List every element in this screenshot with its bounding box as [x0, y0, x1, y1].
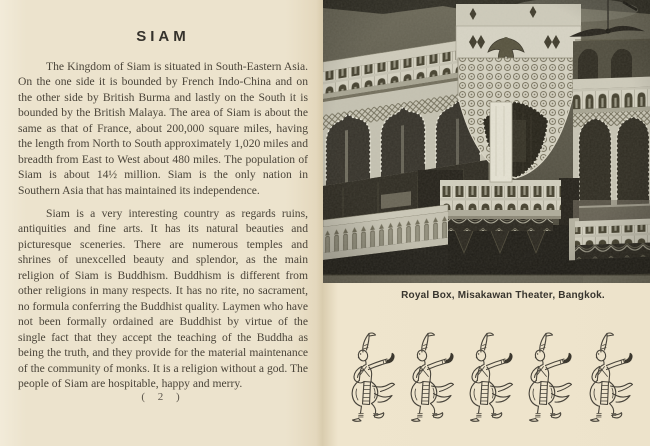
- page-title: SIAM: [136, 28, 190, 45]
- page-number: ( 2 ): [141, 391, 185, 403]
- paragraph-culture: Siam is a very interesting country as regards ruins, antiquities and fine arts. It has its natural beauties and picturesque sceneries. There are numerous temples and shrines of unexcelled beauty and splendor, as the main religion of Siam is Buddhism. Buddhism is different from other religions in many respects. It has no rite, no sacrament, no formula conferring the Buddhist quality. Laymen who have not been formally ordained are Buddhist by virtue of the single fact that they accept the teaching of the Buddha as being the truth, and they provide for the material maintenance of the community of monks. It is a religion without a god. The people of Siam are hospitable, happy and merry.: [18, 207, 308, 390]
- thai-dancers-illustration: [343, 331, 640, 423]
- left-page: [0, 0, 323, 446]
- dancer-figure: [470, 333, 512, 421]
- dancer-figure: [411, 333, 453, 421]
- royal-box-photo: [323, 0, 650, 283]
- right-page: [323, 0, 650, 446]
- paragraph-geography: The Kingdom of Siam is situated in South-Eastern Asia. On the one side it is bounded by French Indo-China and on the other side by British Burma and lastly on the South it is bounded by the British Malaya. The area of Siam is about the same as that of France, about 200,000 square miles, having the length from North to South approximately 1,020 miles and breadth from East to West about 480 miles. The population of Siam is about 14½ million. Siam is the only nation in Southern Asia that has maintained its independence.: [18, 60, 308, 197]
- photo-caption: Royal Box, Misakawan Theater, Bangkok.: [401, 290, 605, 301]
- dancer-figure: [352, 333, 394, 421]
- dancer-figure: [590, 333, 632, 421]
- dancer-figure: [529, 333, 571, 421]
